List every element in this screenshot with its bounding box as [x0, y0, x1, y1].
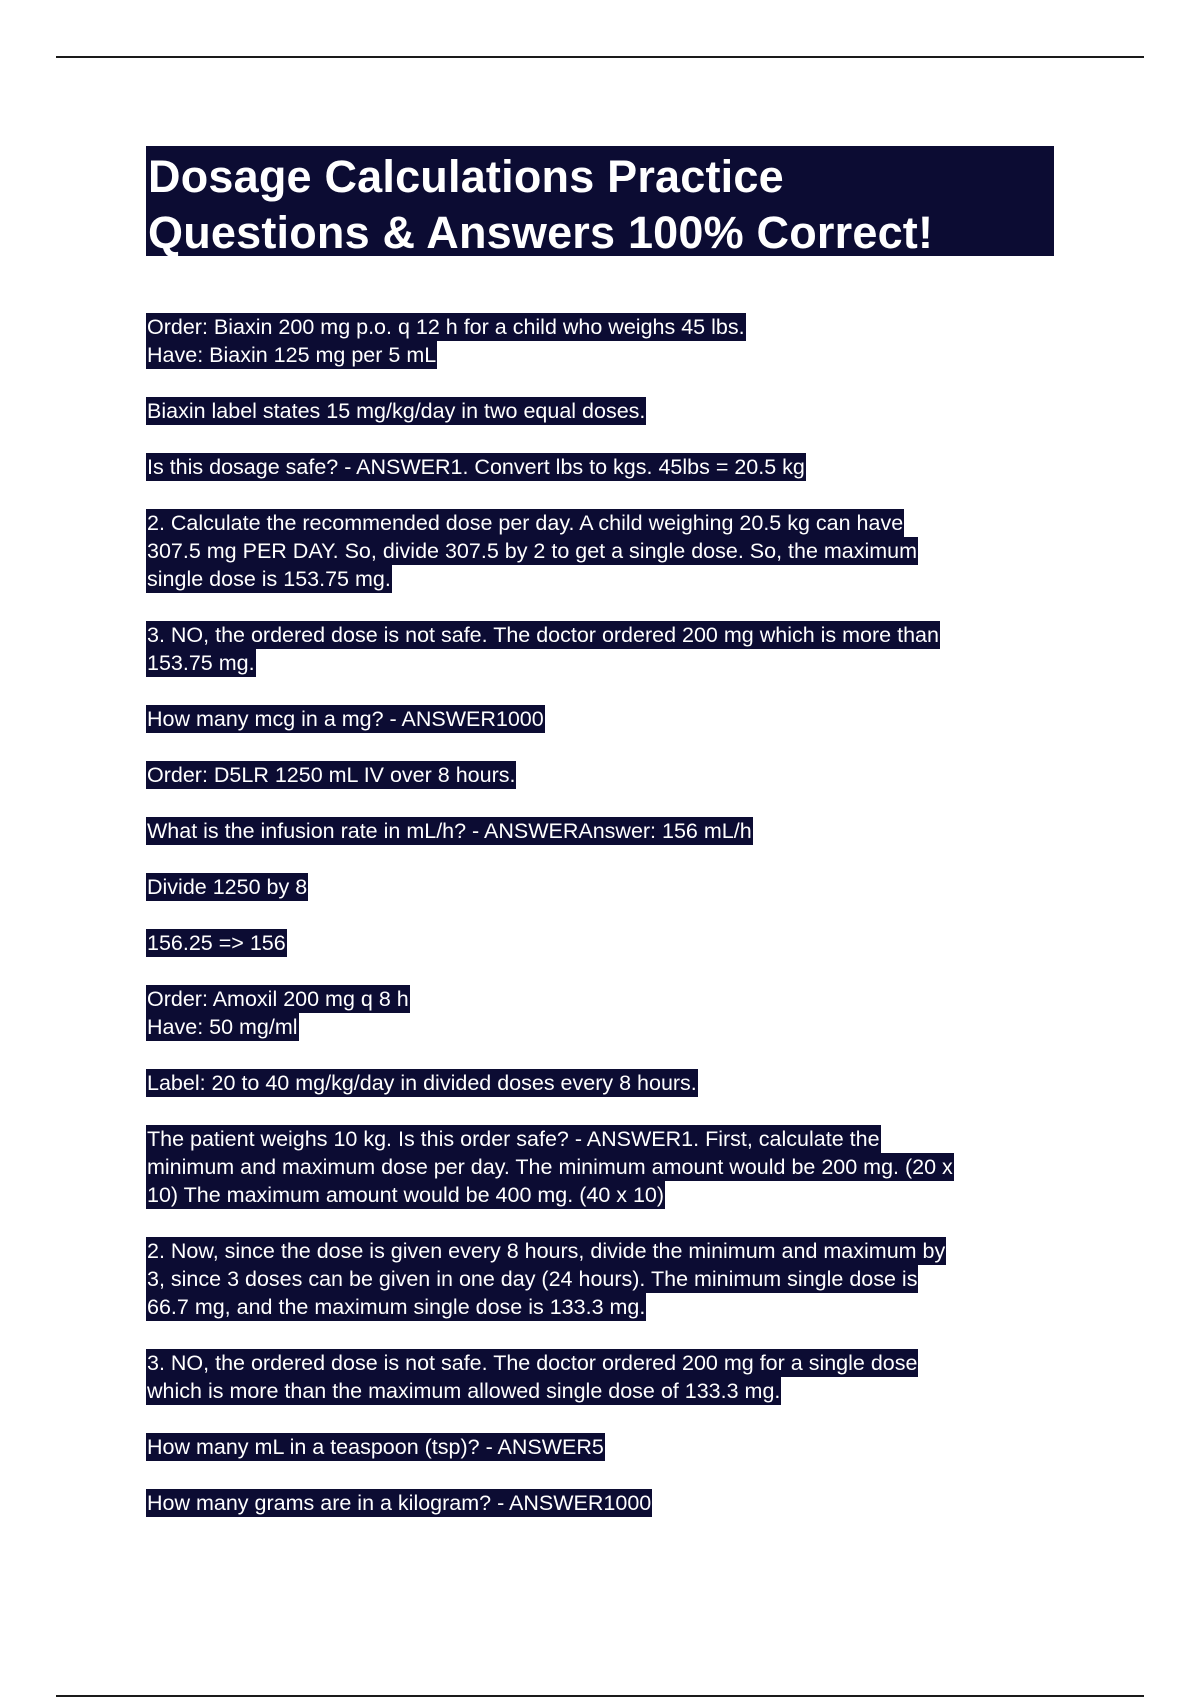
text-line: Divide 1250 by 8 [147, 875, 308, 899]
qa-paragraph [146, 1125, 1066, 1209]
text-line: single dose is 153.75 mg. [147, 567, 391, 591]
text-line: The patient weighs 10 kg. Is this order safe? - ANSWER1. First, calculate the [147, 1127, 880, 1151]
text-line: 66.7 mg, and the maximum single dose is 133.3 mg. [147, 1295, 646, 1319]
text-line: minimum and maximum dose per day. The minimum amount would be 200 mg. (20 x [147, 1155, 953, 1179]
text-line: How many grams are in a kilogram? - ANSWER1000 [147, 1491, 652, 1515]
qa-paragraph [146, 313, 1066, 369]
qa-paragraph [146, 1069, 1066, 1097]
qa-paragraph [146, 453, 1066, 481]
text-line: 153.75 mg. [147, 651, 255, 675]
bottom-rule [56, 1695, 1144, 1697]
text-line: Is this dosage safe? - ANSWER1. Convert lbs to kgs. 45lbs = 20.5 kg [147, 455, 805, 479]
qa-paragraph [146, 761, 1066, 789]
qa-paragraph [146, 705, 1066, 733]
text-line: How many mcg in a mg? - ANSWER1000 [147, 707, 544, 731]
qa-paragraph [146, 397, 1066, 425]
text-line: 307.5 mg PER DAY. So, divide 307.5 by 2 to get a single dose. So, the maximum [147, 539, 918, 563]
text-line: Order: D5LR 1250 mL IV over 8 hours. [147, 763, 516, 787]
text-line: What is the infusion rate in mL/h? - ANSWERAnswer: 156 mL/h [147, 819, 752, 843]
qa-paragraph [146, 985, 1066, 1041]
qa-paragraph [146, 873, 1066, 901]
text-line: Have: 50 mg/ml [147, 1015, 298, 1039]
qa-paragraph [146, 1489, 1066, 1517]
text-line: 2. Now, since the dose is given every 8 hours, divide the minimum and maximum by [147, 1239, 946, 1263]
text-line: which is more than the maximum allowed single dose of 133.3 mg. [147, 1379, 781, 1403]
text-line: 2. Calculate the recommended dose per day. A child weighing 20.5 kg can have [147, 511, 904, 535]
text-line: Order: Amoxil 200 mg q 8 h [147, 987, 409, 1011]
text-line: How many mL in a teaspoon (tsp)? - ANSWER5 [147, 1435, 604, 1459]
text-line: 3. NO, the ordered dose is not safe. The doctor ordered 200 mg for a single dose [147, 1351, 918, 1375]
text-line: 10) The maximum amount would be 400 mg. (40 x 10) [147, 1183, 665, 1207]
text-line: Have: Biaxin 125 mg per 5 mL [147, 343, 437, 367]
text-line: Order: Biaxin 200 mg p.o. q 12 h for a child who weighs 45 lbs. [147, 315, 745, 339]
text-line: 3. NO, the ordered dose is not safe. The doctor ordered 200 mg which is more than [147, 623, 939, 647]
text-line: Label: 20 to 40 mg/kg/day in divided doses every 8 hours. [147, 1071, 697, 1095]
title-line: Questions & Answers 100% Correct! [148, 207, 934, 258]
qa-paragraph [146, 1433, 1066, 1461]
top-rule [56, 56, 1144, 58]
qa-paragraph [146, 1349, 1066, 1405]
document-title [146, 146, 1054, 256]
qa-paragraph [146, 817, 1066, 845]
qa-paragraph [146, 621, 1066, 677]
text-line: 3, since 3 doses can be given in one day (24 hours). The minimum single dose is [147, 1267, 918, 1291]
qa-paragraph [146, 509, 1066, 593]
title-line: Dosage Calculations Practice [148, 151, 784, 202]
document-body [146, 313, 1066, 1545]
qa-paragraph [146, 1237, 1066, 1321]
qa-paragraph [146, 929, 1066, 957]
text-line: Biaxin label states 15 mg/kg/day in two equal doses. [147, 399, 646, 423]
text-line: 156.25 => 156 [147, 931, 286, 955]
